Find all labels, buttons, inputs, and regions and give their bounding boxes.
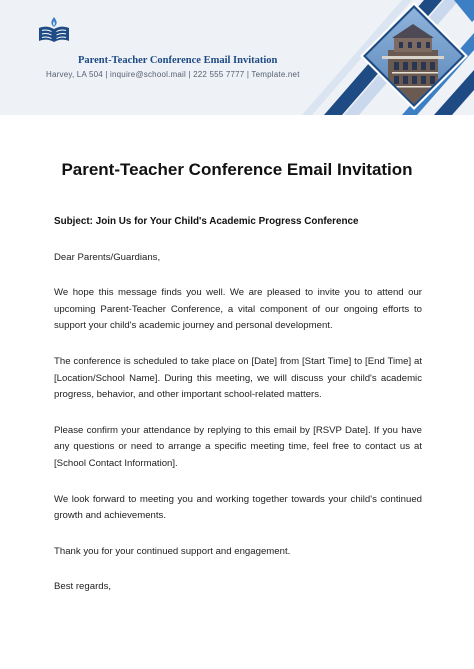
- paragraph-intro: We hope this message finds you well. We are pleased to invite you to attend our upcoming Parent-Teacher Conference, a vital component of our ongoing efforts to support your child's academic journey and personal development.: [54, 287, 422, 332]
- organization-name: Parent-Teacher Conference Email Invitation: [78, 55, 278, 66]
- email-body: [54, 214, 422, 615]
- book-flame-logo-icon: [36, 15, 72, 45]
- letterhead: [0, 0, 474, 115]
- paragraph-schedule: The conference is scheduled to take place on [Date] from [Start Time] to [End Time] at [Location/School Name]. During this meeting, we will discuss your child's academic progress, behavior, and other important school-related matters.: [54, 355, 422, 401]
- building-photo: [364, 8, 464, 110]
- email-subject: Subject: Join Us for Your Child's Academic Progress Conference: [54, 216, 359, 227]
- document-title: Parent-Teacher Conference Email Invitation: [61, 160, 413, 179]
- contact-info: Harvey, LA 504 | inquire@school.mail | 222 555 7777 | Template.net: [46, 70, 300, 79]
- paragraph-closing-remarks: We look forward to meeting you and working together towards your child's continued growth and achievements.: [54, 493, 422, 522]
- paragraph-thanks: Thank you for your continued support and engagement.: [54, 545, 291, 557]
- paragraph-rsvp: Please confirm your attendance by replying to this email by [RSVP Date]. If you have any questions or need to arrange a specific meeting time, feel free to contact us at [School Contact Information].: [54, 424, 422, 469]
- sign-off: Best regards,: [54, 581, 112, 593]
- greeting: Dear Parents/Guardians,: [54, 251, 161, 263]
- header-decoration: [284, 0, 474, 115]
